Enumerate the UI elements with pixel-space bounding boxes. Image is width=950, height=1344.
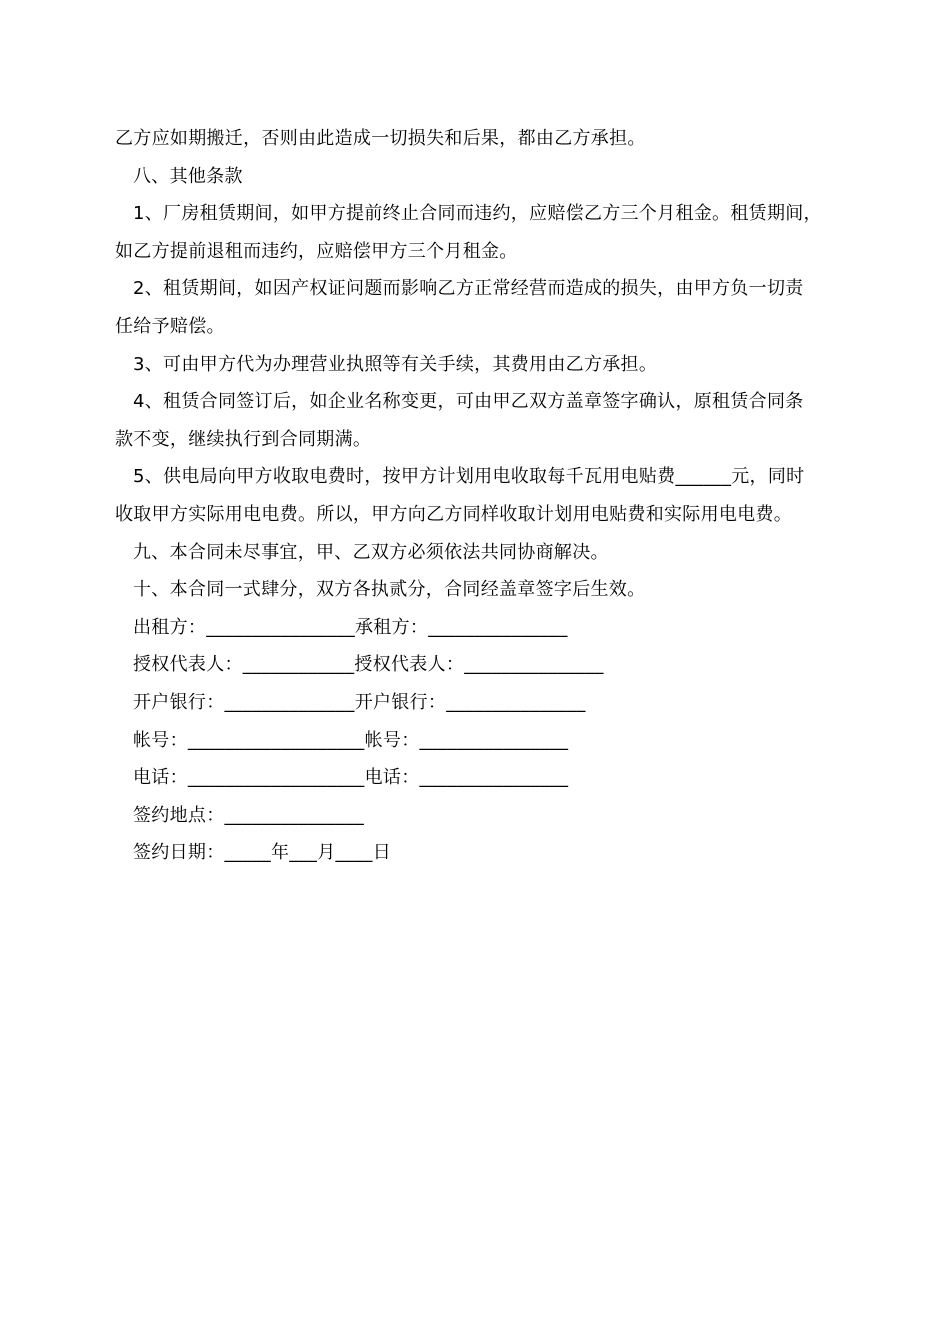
signature-date: 签约日期：_____年___月____日 <box>133 842 391 864</box>
clause-5-line-1: 5、供电局向甲方收取电费时，按甲方计划用电收取每千瓦用电贴费______元，同时 <box>133 466 805 488</box>
document-body <box>115 120 845 872</box>
section-heading-8: 八、其他条款 <box>133 165 243 187</box>
clause-4-line-2: 款不变，继续执行到合同期满。 <box>115 428 372 450</box>
clause-1-line-1: 1、厂房租赁期间，如甲方提前终止合同而违约，应赔偿乙方三个月租金。租赁期间， <box>133 203 822 225</box>
signature-place: 签约地点：_______________ <box>133 804 364 826</box>
clause-4-line-1: 4、租赁合同签订后，如企业名称变更，可由甲乙双方盖章签字确认，原租赁合同条 <box>133 391 804 413</box>
section-heading-10: 十、本合同一式肆分，双方各执贰分，合同经盖章签字后生效。 <box>133 579 646 601</box>
clause-3: 3、可由甲方代为办理营业执照等有关手续，其费用由乙方承担。 <box>133 353 658 375</box>
section-heading-9: 九、本合同未尽事宜，甲、乙双方必须依法共同协商解决。 <box>133 541 609 563</box>
clause-2-line-2: 任给予赔偿。 <box>115 315 225 337</box>
signature-authorized-representative: 授权代表人：____________授权代表人：_______________ <box>133 654 604 676</box>
paragraph-line-1: 乙方应如期搬迁，否则由此造成一切损失和后果，都由乙方承担。 <box>115 128 646 149</box>
signature-phone: 电话：___________________电话：________________ <box>133 767 569 789</box>
clause-5-line-2: 收取甲方实际用电电费。所以，甲方向乙方同样收取计划用电贴费和实际用电电费。 <box>115 503 793 525</box>
clause-1-line-2: 如乙方提前退租而违约，应赔偿甲方三个月租金。 <box>115 240 518 262</box>
clause-2-line-1: 2、租赁期间，如因产权证问题而影响乙方正常经营而造成的损失，由甲方负一切责 <box>133 278 804 300</box>
signature-account-number: 帐号：___________________帐号：________________ <box>133 729 569 751</box>
signature-bank: 开户银行：______________开户银行：_______________ <box>133 691 586 713</box>
signature-lessor-lessee: 出租方：________________承租方：_______________ <box>133 616 568 638</box>
